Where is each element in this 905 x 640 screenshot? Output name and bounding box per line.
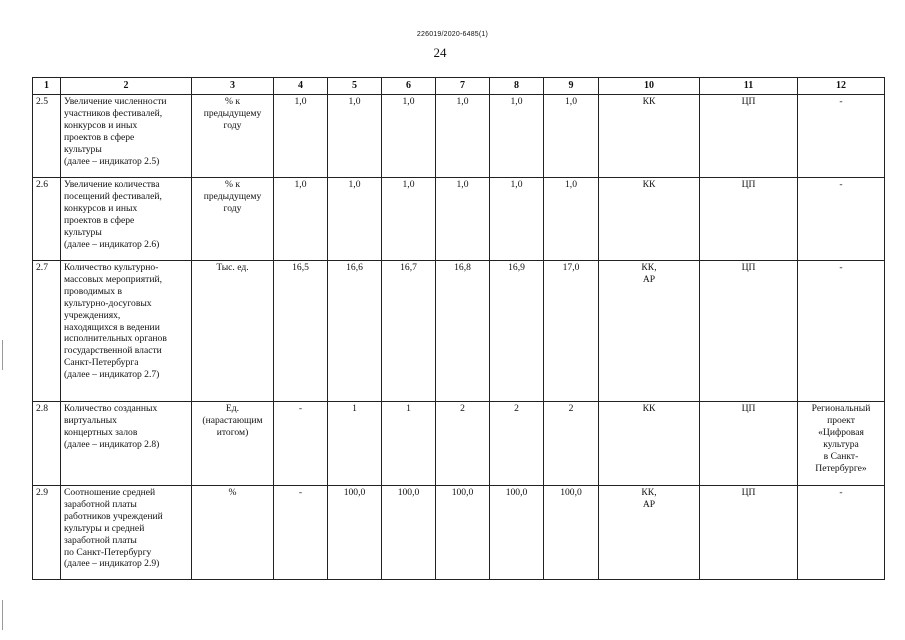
value-cell: 1,0 (382, 95, 436, 178)
value-cell: 17,0 (544, 261, 599, 402)
value-cell: 1 (328, 402, 382, 486)
note-cell: - (798, 178, 885, 261)
column-header: 4 (274, 78, 328, 95)
table-row (33, 486, 885, 580)
value-cell: 1,0 (382, 178, 436, 261)
column-header: 12 (798, 78, 885, 95)
value-cell: - (274, 402, 328, 486)
source-cell: КК (599, 178, 700, 261)
value-cell: 100,0 (436, 486, 490, 580)
indicator-name: Соотношение средней заработной платы работников учреждений культуры и средней заработной платы по Санкт-Петербургу (далее – индикатор 2.9) (61, 486, 192, 580)
value-cell: 1,0 (436, 178, 490, 261)
indicator-name: Количество созданных виртуальных концертных залов (далее – индикатор 2.8) (61, 402, 192, 486)
source-cell: КК, АР (599, 486, 700, 580)
column-header: 5 (328, 78, 382, 95)
unit-cell: Ед. (нарастающим итогом) (192, 402, 274, 486)
value-cell: 1,0 (274, 95, 328, 178)
column-header: 2 (61, 78, 192, 95)
row-index: 2.8 (33, 402, 61, 486)
column-header: 6 (382, 78, 436, 95)
table-row (33, 95, 885, 178)
value-cell: 16,9 (490, 261, 544, 402)
indicator-name: Увеличение численности участников фестивалей, конкурсов и иных проектов в сфере культуры (далее – индикатор 2.5) (61, 95, 192, 178)
indicators-table (32, 77, 885, 580)
goal-cell: ЦП (700, 402, 798, 486)
value-cell: - (274, 486, 328, 580)
note-cell: - (798, 261, 885, 402)
row-index: 2.5 (33, 95, 61, 178)
indicator-name: Количество культурно- массовых мероприятий, проводимых в культурно-досуговых учреждениях, находящихся в ведении исполнительных органов государственной власти Санкт-Петербурга (далее – индикатор 2.7) (61, 261, 192, 402)
value-cell: 100,0 (490, 486, 544, 580)
value-cell: 2 (544, 402, 599, 486)
value-cell: 1,0 (544, 95, 599, 178)
unit-cell: % к предыдущему году (192, 178, 274, 261)
value-cell: 1 (382, 402, 436, 486)
note-cell: - (798, 486, 885, 580)
value-cell: 1,0 (436, 95, 490, 178)
value-cell: 1,0 (328, 95, 382, 178)
table-row (33, 261, 885, 402)
source-cell: КК, АР (599, 261, 700, 402)
table-header-row (33, 78, 885, 95)
goal-cell: ЦП (700, 486, 798, 580)
value-cell: 16,6 (328, 261, 382, 402)
note-cell: Региональный проект «Цифровая культура в Санкт- Петербурге» (798, 402, 885, 486)
margin-mark (2, 340, 3, 370)
goal-cell: ЦП (700, 95, 798, 178)
value-cell: 2 (490, 402, 544, 486)
value-cell: 100,0 (328, 486, 382, 580)
source-cell: КК (599, 402, 700, 486)
value-cell: 1,0 (544, 178, 599, 261)
unit-cell: Тыс. ед. (192, 261, 274, 402)
value-cell: 2 (436, 402, 490, 486)
column-header: 8 (490, 78, 544, 95)
value-cell: 100,0 (544, 486, 599, 580)
column-header: 10 (599, 78, 700, 95)
value-cell: 16,8 (436, 261, 490, 402)
column-header: 3 (192, 78, 274, 95)
goal-cell: ЦП (700, 261, 798, 402)
unit-cell: % к предыдущему году (192, 95, 274, 178)
indicator-name: Увеличение количества посещений фестивалей, конкурсов и иных проектов в сфере культуры (далее – индикатор 2.6) (61, 178, 192, 261)
value-cell: 1,0 (274, 178, 328, 261)
value-cell: 100,0 (382, 486, 436, 580)
row-index: 2.7 (33, 261, 61, 402)
value-cell: 1,0 (328, 178, 382, 261)
row-index: 2.9 (33, 486, 61, 580)
table-row (33, 178, 885, 261)
page-number: 24 (433, 45, 447, 60)
row-index: 2.6 (33, 178, 61, 261)
value-cell: 1,0 (490, 95, 544, 178)
column-header: 7 (436, 78, 490, 95)
document-id: 226019/2020-6485(1) (416, 31, 489, 38)
note-cell: - (798, 95, 885, 178)
column-header: 1 (33, 78, 61, 95)
column-header: 11 (700, 78, 798, 95)
goal-cell: ЦП (700, 178, 798, 261)
value-cell: 16,7 (382, 261, 436, 402)
margin-mark (2, 600, 3, 630)
value-cell: 1,0 (490, 178, 544, 261)
table-row (33, 402, 885, 486)
source-cell: КК (599, 95, 700, 178)
column-header: 9 (544, 78, 599, 95)
value-cell: 16,5 (274, 261, 328, 402)
unit-cell: % (192, 486, 274, 580)
